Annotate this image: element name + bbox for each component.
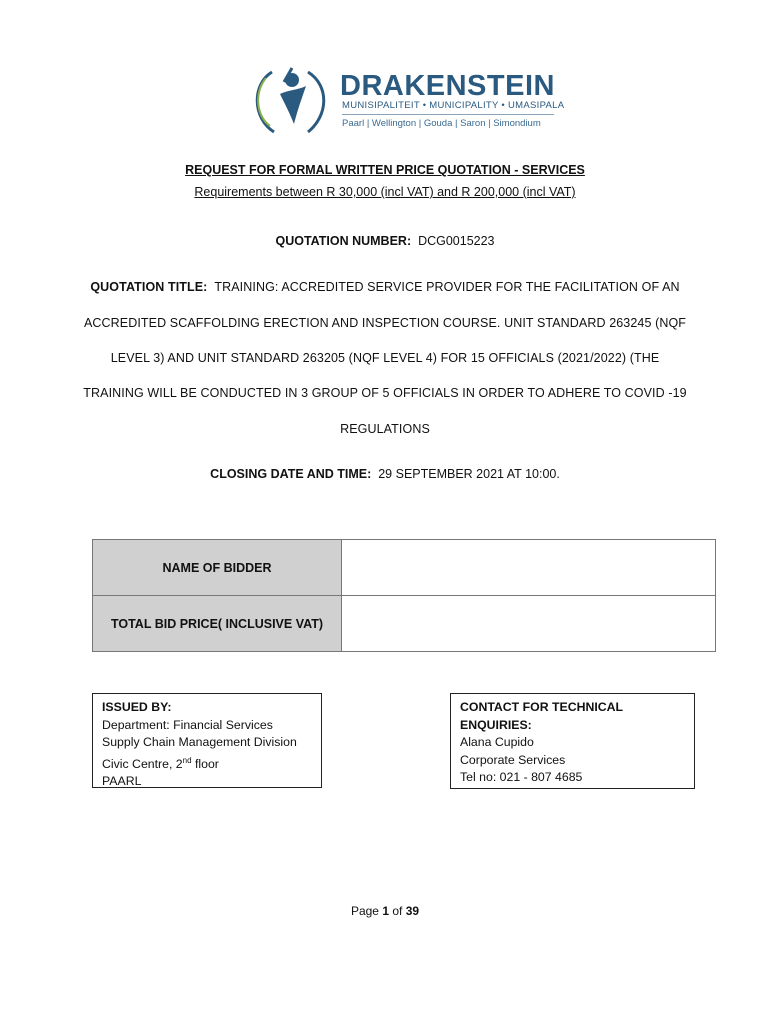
- table-row: [93, 540, 716, 596]
- logo-divider: [342, 114, 554, 115]
- bid-price-field[interactable]: [342, 596, 716, 652]
- technical-contact-box: [450, 693, 695, 789]
- table-row: [93, 596, 716, 652]
- logo-tagline: MUNISIPALITEIT • MUNICIPALITY • UMASIPALA: [342, 100, 565, 111]
- quotation-title-line-5: REGULATIONS: [340, 422, 430, 436]
- logo-emblem-icon: [250, 64, 334, 136]
- bid-price-label: TOTAL BID PRICE( INCLUSIVE VAT): [93, 596, 342, 652]
- contact-title: CONTACT FOR TECHNICAL ENQUIRIES:: [460, 700, 623, 732]
- closing-label: CLOSING DATE AND TIME:: [210, 467, 372, 481]
- quotation-title-text: TRAINING: ACCREDITED SERVICE PROVIDER FOR THE FACILITATION OF AN: [214, 280, 680, 294]
- logo-name: DRAKENSTEIN: [340, 70, 555, 102]
- logo-towns: Paarl | Wellington | Gouda | Saron | Simondium: [342, 118, 541, 129]
- bidder-name-label: NAME OF BIDDER: [93, 540, 342, 596]
- issued-address: [102, 752, 312, 774]
- contact-unit: Corporate Services: [460, 752, 566, 767]
- bidder-name-field[interactable]: [342, 540, 716, 596]
- issued-city: PAARL: [102, 774, 142, 789]
- quotation-number: [0, 234, 770, 248]
- quotation-title-line-3: LEVEL 3) AND UNIT STANDARD 263205 (NQF LEVEL 4) FOR 15 OFFICIALS (2021/2022) (THE: [110, 351, 660, 365]
- municipality-logo: [250, 64, 570, 136]
- bid-table: [92, 539, 716, 652]
- quotation-title-label: QUOTATION TITLE:: [90, 280, 208, 294]
- document-subtitle: Requirements between R 30,000 (incl VAT) and R 200,000 (incl VAT): [194, 185, 576, 199]
- quotation-title-line-1: [0, 280, 770, 294]
- issued-division: Supply Chain Management Division: [102, 735, 297, 750]
- quotation-number-value: DCG0015223: [418, 234, 495, 248]
- page-number: [0, 904, 770, 918]
- page-current: 1: [382, 904, 389, 918]
- contact-tel: Tel no: 021 - 807 4685: [460, 770, 583, 785]
- page-total: 39: [405, 904, 420, 918]
- issued-by-box: [92, 693, 322, 788]
- page-prefix: Page: [350, 904, 383, 918]
- address-superscript: nd: [182, 755, 192, 765]
- issued-department: Department: Financial Services: [102, 717, 273, 732]
- page-of: of: [389, 904, 406, 918]
- quotation-title-line-2: ACCREDITED SCAFFOLDING ERECTION AND INSPECTION COURSE. UNIT STANDARD 263245 (NQF: [83, 316, 687, 330]
- closing-date: [0, 467, 770, 481]
- address-prefix: Civic Centre, 2: [102, 756, 183, 771]
- quotation-number-label: QUOTATION NUMBER:: [275, 234, 412, 248]
- document-title: REQUEST FOR FORMAL WRITTEN PRICE QUOTATION - SERVICES: [185, 163, 585, 177]
- quotation-title-line-4: TRAINING WILL BE CONDUCTED IN 3 GROUP OF 5 OFFICIALS IN ORDER TO ADHERE TO COVID -19: [83, 386, 687, 400]
- address-suffix: floor: [191, 756, 219, 771]
- contact-name: Alana Cupido: [460, 735, 534, 750]
- issued-by-title: ISSUED BY:: [102, 700, 172, 714]
- closing-value: 29 SEPTEMBER 2021 AT 10:00.: [378, 467, 560, 481]
